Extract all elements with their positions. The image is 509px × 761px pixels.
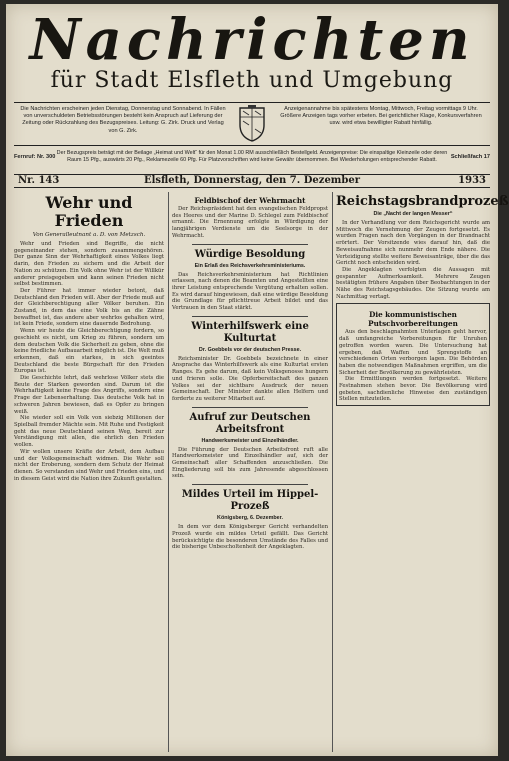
article-paragraph: Das Reichsverkehrsministerium hat Richtlinien erlassen, nach denen die Beamten und Angestellten eine ihrer Leistung entsprechende Vergütung erhalten sollen. Es wird darauf hingewiesen, daß eine würdige Besoldung die Grundlage für pflichttreue Arbeit bildet und das Vertrauen in den Staat stärkt. — [172, 271, 328, 312]
article-divider — [192, 244, 308, 245]
publication-notice: Die Nachrichten erscheinen jeden Dienstag, Donnerstag und Sonnabend. In Fällen von unverschuldeten Betriebsstörungen besteht kein Anspruch auf Lieferung der Zeitung oder Rückzahlung des Bezugspreises. Leitung: G. Zirk. Druck und Verlag von G. Zirk. — [20, 106, 226, 134]
article-paragraph: Nie wieder soll ein Volk von siebzig Millionen der Spielball fremder Mächte sein. Mit Ruhe und Festigkeit geht das neue Deutschland seinen Weg, bereit zur Verständigung mit allen, die ehrlich den Frieden wollen. — [14, 415, 164, 449]
dateline — [14, 174, 490, 188]
column-middle — [172, 192, 328, 752]
info-band — [14, 102, 490, 146]
coat-of-arms-icon — [232, 103, 272, 145]
article-paragraph: Die Geschichte lehrt, daß wehrlose Völker stets die Beute der Starken geworden sind. Darum ist die Wehrhaftigkeit keine Frage des Angriffs, sondern eine Frage der Lebenserhaltung. Das deutsche Volk hat in schweren Jahren bewiesen, daß es Opfer zu bringen weiß. — [14, 375, 164, 415]
masthead — [14, 7, 490, 100]
article-headline: Wehr und Frieden — [45, 193, 133, 230]
column-rule — [332, 192, 333, 752]
article-headline: Reichstagsbrandprozeß — [336, 194, 509, 209]
issue-number: Nr. 143 — [18, 175, 60, 186]
article-headline: Aufruf zur Deutschen Arbeitsfront — [189, 411, 311, 435]
article-headline: Die kommunistischen Putschvorbereitungen — [368, 310, 458, 329]
article-paragraph: Wehr und Frieden sind Begriffe, die nicht gegeneinander stehen, sondern zusammengehören. Der ganze Sinn der Wehrhaftigkeit eines Volkes liegt darin, den Frieden zu sichern und die Arbeit der Nation zu schützen. Ein Volk ohne Wehr ist der Willkür anderer preisgegeben und kann seinen Frieden nicht selbst bestimmen. — [14, 241, 164, 288]
article-paragraph: Wenn wir heute die Gleichberechtigung fordern, so geschieht es nicht, um Krieg zu führen, sondern um dem deutschen Volk die Sicherheit zu geben, ohne die keine friedliche Aufbauarbeit möglich ist. Die Welt muß erkennen, daß ein starkes, in sich geeintes Deutschland die beste Bürgschaft für den Frieden Europas ist. — [14, 328, 164, 375]
article-divider — [192, 407, 308, 408]
issue-year: 1933 — [458, 175, 486, 186]
subscription-info — [14, 148, 490, 172]
price-text: Der Bezugspreis beträgt mit der Beilage „Heimat und Welt“ für den Monat 1.00 RM ausschließlich Bestellgeld. Anzeigenpreise: Die einspaltige Kleinzeile oder deren Raum 15 Pfg., auswärts 20 Pfg., Reklamezeile 60 Pfg. Für Platzvorschriften wird keine Gewähr übernommen. Bei Wiederholungen entsprechender Rabatt. — [56, 150, 448, 163]
article-columns — [14, 192, 509, 752]
column-right — [336, 192, 509, 752]
article-paragraph: Aus den beschlagnahmten Unterlagen geht hervor, daß umfangreiche Vorbereitungen für Unruhen getroffen worden waren. Die Untersuchung hat ergeben, daß Waffen und Sprengstoffe an verschiedenen Orten verborgen lagen. Die Behörden haben die notwendigen Maßnahmen ergriffen, um die Sicherheit der Bevölkerung zu gewährleisten. — [339, 329, 487, 376]
article-headline: Feldbischof der Wehrmacht — [194, 196, 306, 205]
column-rule — [168, 192, 169, 752]
article-paragraph: In der Verhandlung vor dem Reichsgericht wurde am Mittwoch die Vernehmung der Zeugen fortgesetzt. Es wurden Fragen nach den Vorgängen in der Brandnacht erörtert. Der Vorsitzende wies darauf hin, daß die Beweisaufnahme sich nunmehr dem Ende nähere. Die Verteidigung stellte weitere Beweisanträge, über die das Gericht noch entscheiden wird. — [336, 220, 490, 267]
article-paragraph: Die Ermittlungen werden fortgesetzt. Weitere Festnahmen stehen bevor. Die Bevölkerung wird gebeten, sachdienliche Hinweise den zuständigen Stellen mitzuteilen. — [339, 376, 487, 403]
masthead-subtitle: für Stadt Elsfleth und Umgebung — [50, 68, 454, 93]
article-paragraph: Die Angeklagten verfolgten die Aussagen mit gespannter Aufmerksamkeit. Mehrere Zeugen bestätigten frühere Angaben über Beobachtungen in der Nähe des Reichstagsgebäudes. Die Sitzung wurde am Nachmittag vertagt. — [336, 266, 490, 300]
advertising-notice: Anzeigenannahme bis spätestens Montag, Mittwoch, Freitag vormittags 9 Uhr. Größere Anzeigen tags vorher erbeten. Bei gerichtlicher Klage, Konkursverfahren usw. wird etwa bewilligter Rabatt hinfällig. — [280, 106, 482, 127]
article-paragraph: Die Führung der Deutschen Arbeitsfront ruft alle Handwerksmeister und Einzelhändler auf, sich der Gemeinschaft aller Schaffenden anzuschließen. Die Eingliederung soll bis zum Jahresende abgeschlossen sein. — [172, 446, 328, 480]
article-box — [336, 303, 490, 406]
article-deck: Ein Erlaß des Reichsverkehrsministeriums. — [194, 262, 306, 269]
article-deck: Dr. Goebbels vor der deutschen Presse. — [198, 346, 302, 353]
article-paragraph: Der Führer hat immer wieder betont, daß Deutschland den Frieden will. Aber der Friede muß auf der Gleichberechtigung aller Völker beruhen. Ein Zustand, in dem das eine Volk bis an die Zähne bewaffnet ist, das andere aber wehrlos gehalten wird, ist kein Friede, sondern eine dauernde Bedrohung. — [14, 287, 164, 328]
article-headline: Würdige Besoldung — [194, 248, 306, 260]
po-box: Schließfach 17 — [450, 154, 490, 160]
article-headline: Mildes Urteil im Hippel-Prozeß — [181, 489, 319, 513]
article-divider — [192, 484, 308, 485]
issue-date: Elsfleth, Donnerstag, den 7. Dezember — [143, 175, 361, 186]
article-deck: Königsberg, 6. Dezember. — [217, 515, 283, 522]
column-left — [14, 192, 164, 752]
article-paragraph: Der Reichspräsident hat den evangelischen Feldpropst des Heeres und der Marine D. Schlegel zum Feldbischof ernannt. Die Ernennung erfolgte in Würdigung der langjährigen Verdienste um die Seelsorge in der Wehrmacht. — [172, 206, 328, 239]
masthead-title: Nachrichten — [29, 7, 475, 73]
article-byline: Von Generalleutnant a. D. von Metzsch. — [32, 232, 146, 238]
article-paragraph: Reichsminister Dr. Goebbels bezeichnete in einer Ansprache das Winterhilfswerk als eine Kulturtat ersten Ranges. Es gehe darum, daß kein Volksgenosse hungern und frieren solle. Die Opferbereitschaft des ganzen Volkes sei der sichtbare Ausdruck der neuen Gemeinschaft. Der Minister dankte allen Helfern und forderte zu weiterer Mitarbeit auf. — [172, 355, 328, 402]
phone-number: Fernruf: Nr. 300 — [14, 154, 56, 160]
article-paragraph: Wir wollen unsere Kräfte der Arbeit, dem Aufbau und der Volksgemeinschaft widmen. Die Wehr soll nicht der Eroberung, sondern dem Schutz der Heimat dienen. So verstanden sind Wehr und Frieden eins, und in diesem Geist wird die Nation ihre Zukunft gestalten. — [14, 448, 164, 482]
article-deck: Handwerksmeister und Einzelhändler. — [201, 437, 299, 444]
newspaper-page — [6, 4, 509, 756]
article-divider — [192, 316, 308, 317]
article-paragraph: In dem vor dem Königsberger Gericht verhandelten Prozeß wurde ein mildes Urteil gefällt. Das Gericht berücksichtigte die besonderen Umstände des Falles und die bisherige Unbescholtenheit der Angeklagten. — [172, 524, 328, 551]
article-deck: Die „Nacht der langen Messer“ — [373, 211, 453, 217]
article-headline: Winterhilfswerk eine Kulturtat — [191, 320, 309, 344]
